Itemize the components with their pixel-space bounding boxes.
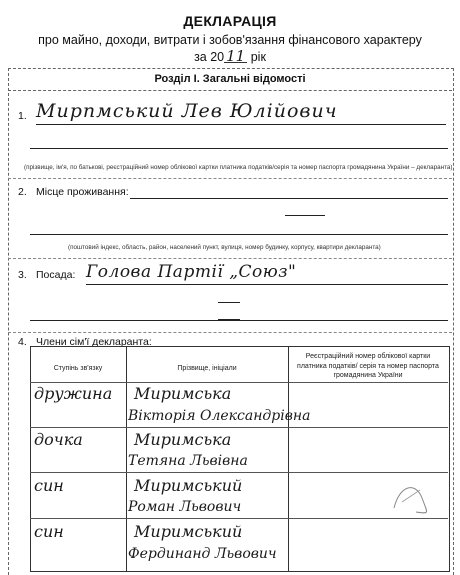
document-title: ДЕКЛАРАЦІЯ (183, 13, 277, 29)
year-handwritten: 11 (226, 47, 246, 65)
table-row-relation: син (34, 522, 64, 541)
year-line (0, 47, 460, 65)
table-row-given: Вікторія Олександрівна (128, 408, 311, 424)
year-prefix: за 20 (194, 50, 225, 64)
year-suffix: рік (250, 50, 266, 64)
table-row-relation: дружина (34, 384, 113, 403)
item3-number: 3. (18, 269, 27, 281)
table-row-given: Фердинанд Львович (128, 546, 277, 562)
document-subtitle: про майно, доходи, витрати і зобов'язання фінансового характеру (38, 33, 422, 47)
declarant-name: Мирпмський Лев Юлійович (36, 100, 446, 125)
separator (8, 332, 452, 333)
table-header-divider (30, 382, 448, 383)
item2-number: 2. (18, 186, 27, 198)
family-label: Члени сім'ї декларанта: (36, 336, 152, 348)
item4-number: 4. (18, 336, 27, 348)
table-row-given: Тетяна Львівна (128, 453, 248, 469)
table-row-surname: Миримська (134, 430, 232, 449)
item1-caption: (прізвище, ім'я, по батькові, реєстраційний номер облікової картки платника податків/серія та номер паспорта громадянина України – декларанта) (24, 164, 453, 171)
residence-line-1 (130, 198, 448, 199)
item1-line (30, 148, 448, 149)
table-row-divider (30, 472, 448, 473)
separator (8, 258, 452, 259)
section-title: Розділ І. Загальні відомості (8, 68, 452, 91)
separator (8, 178, 452, 179)
position-mark-1 (218, 302, 240, 303)
residence-line-2 (30, 234, 448, 235)
item2-caption: (поштовий індекс, область, район, населений пункт, вулиця, номер будинку, корпусу, квартири декларанта) (68, 244, 381, 251)
table-row-given: Роман Львович (128, 499, 242, 515)
table-header-id: Реєстраційний номер облікової картки платника податків/ серія та номер паспорта громадянина України (297, 353, 439, 379)
table-row-divider (30, 518, 448, 519)
table-row-surname: Миримський (134, 476, 243, 495)
table-col-divider (288, 346, 289, 572)
table-row-relation: син (34, 476, 64, 495)
residence-mark-1 (285, 215, 325, 216)
table-header-relation: Ступінь зв'язку (53, 365, 103, 372)
item1-number: 1. (18, 110, 27, 122)
position-label: Посада: (36, 269, 76, 281)
table-col-divider (126, 346, 127, 572)
table-row-divider (30, 427, 448, 428)
table-row-surname: Миримська (134, 384, 232, 403)
position-mark-2 (218, 319, 240, 320)
residence-label: Місце проживання: (36, 186, 129, 198)
table-row-relation: дочка (34, 430, 83, 449)
table-row-surname: Миримський (134, 522, 243, 541)
position-line-2 (30, 320, 448, 321)
redaction-mark-icon (386, 478, 436, 518)
table-header-name: Прізвище, ініціали (177, 365, 237, 372)
position-value: Голова Партії „Союз" (86, 262, 448, 285)
